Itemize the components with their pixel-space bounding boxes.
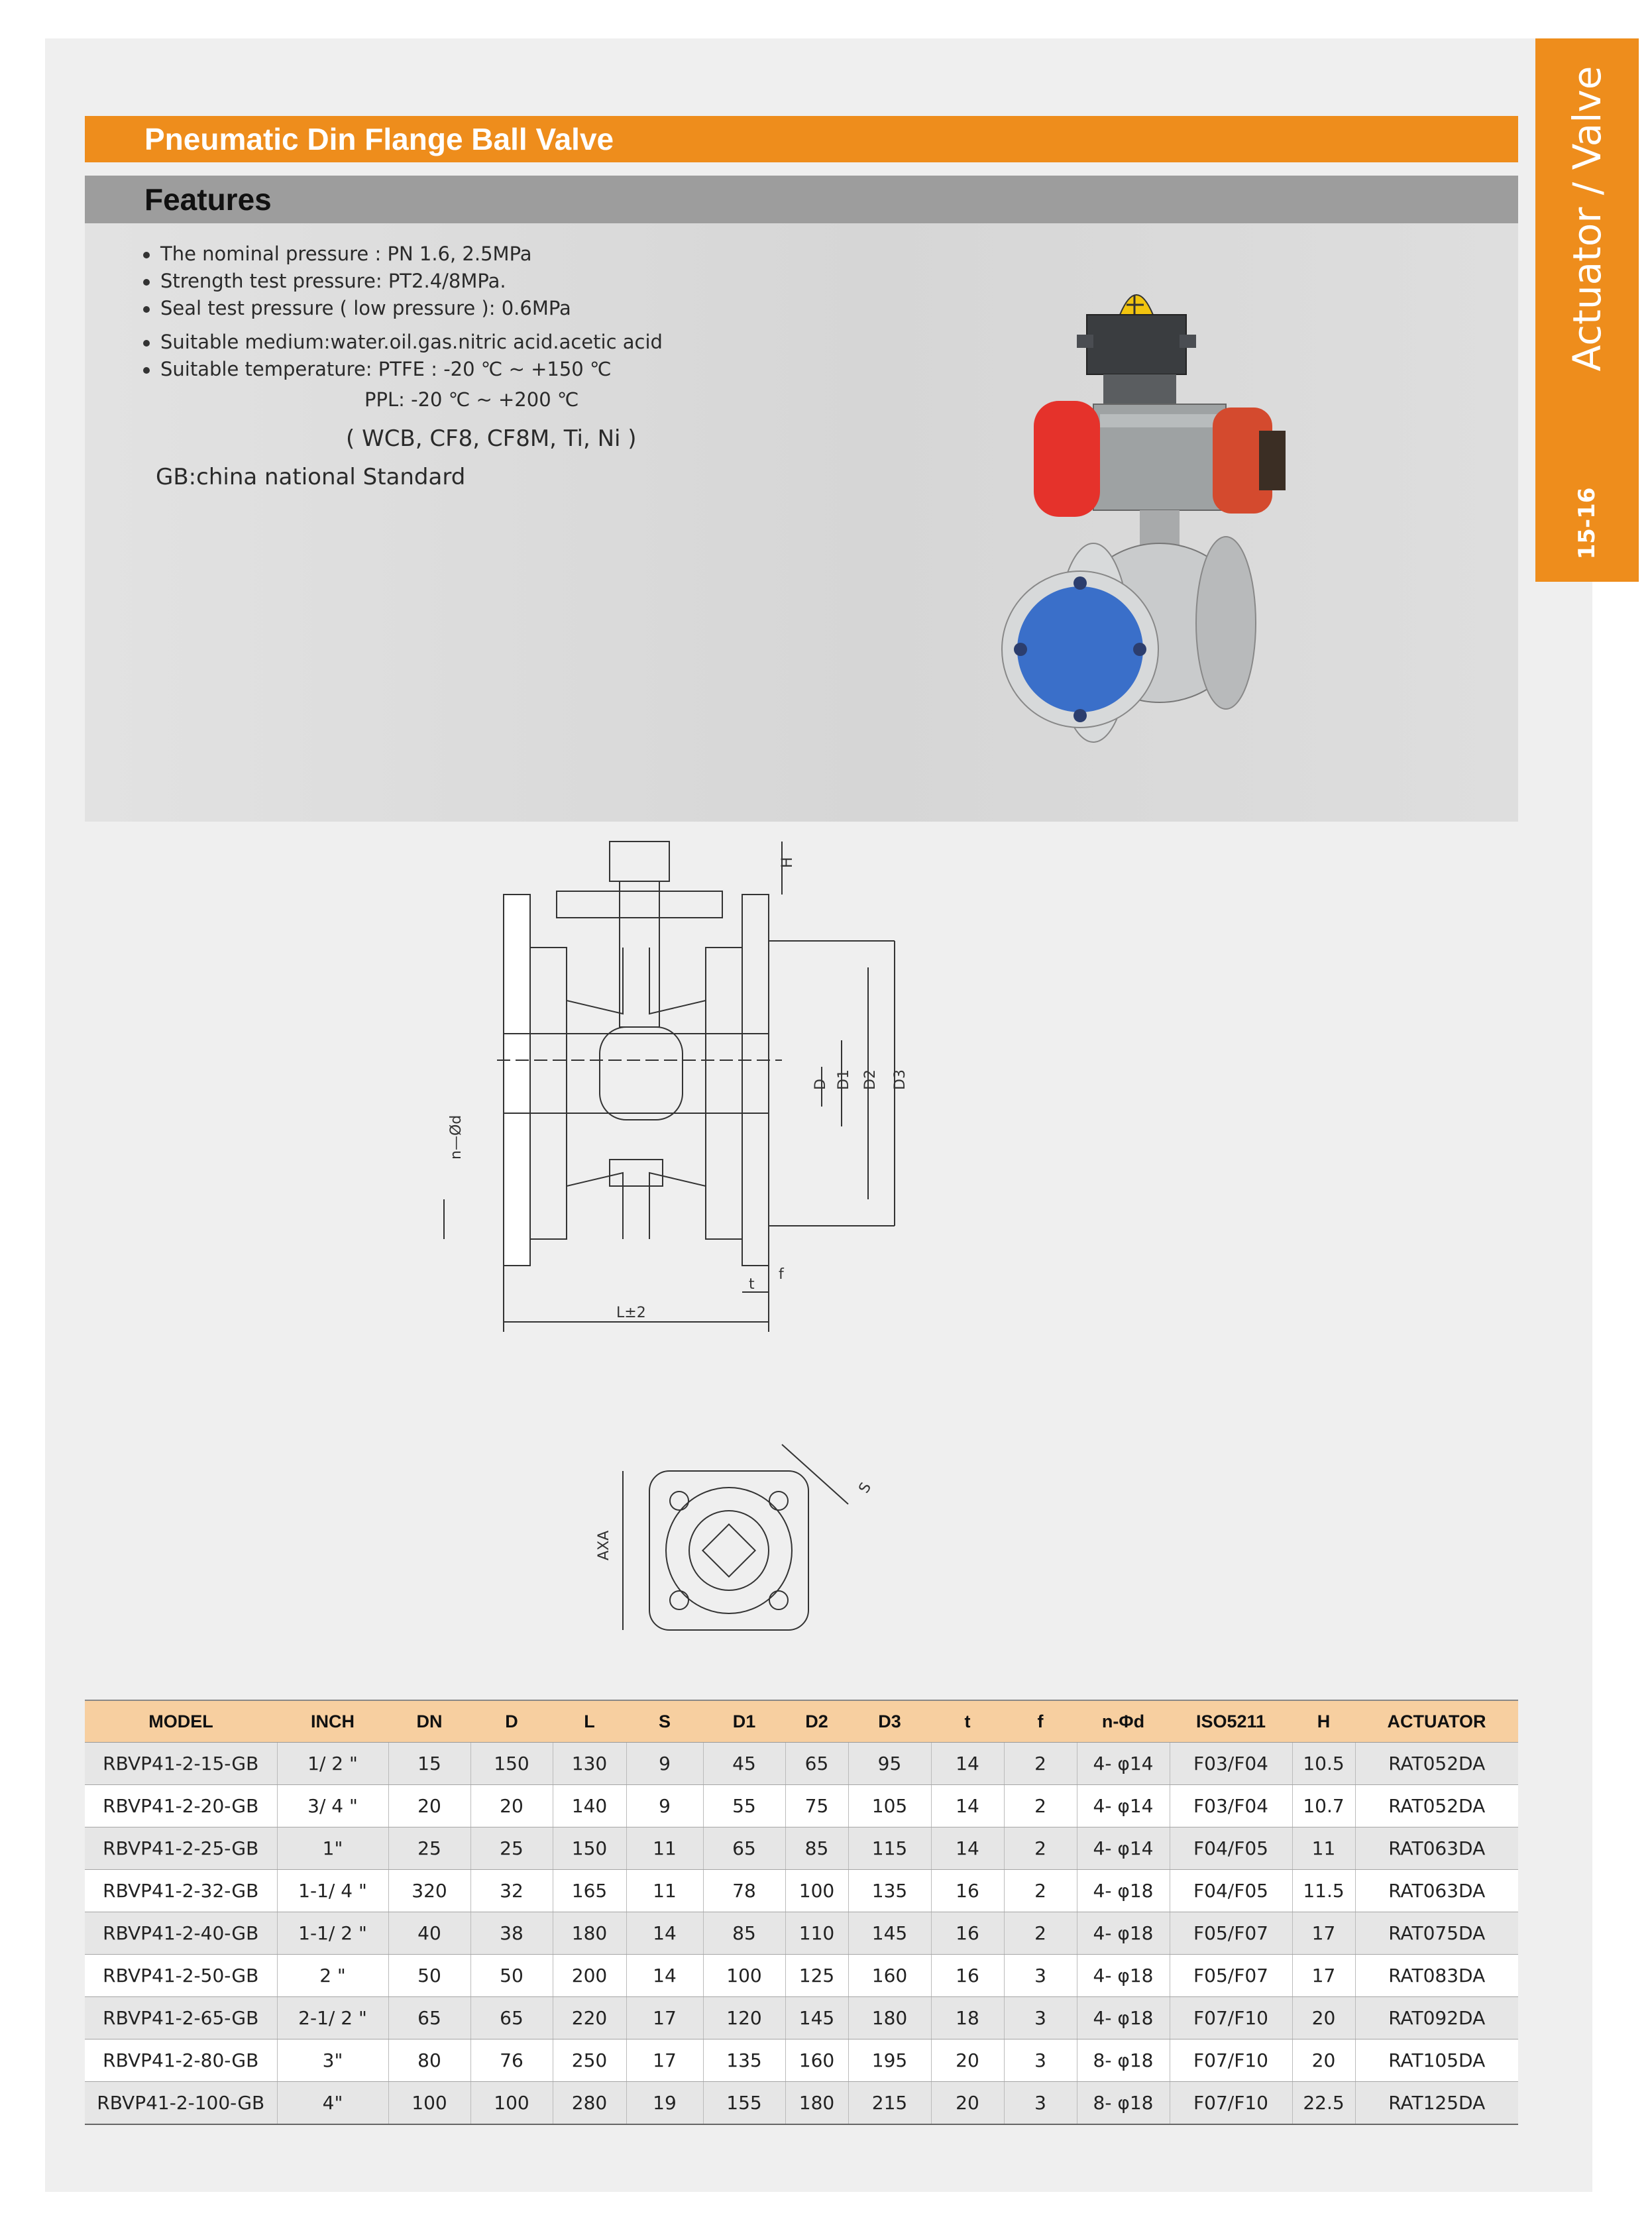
table-row (85, 1955, 1518, 1997)
table-cell: 140 (553, 1785, 626, 1827)
dim-t-label: t (749, 1276, 755, 1293)
table-cell: 2 (1004, 1743, 1077, 1785)
table-cell: 40 (388, 1912, 470, 1955)
table-cell: 180 (785, 2082, 848, 2125)
section-drawing (411, 828, 1206, 1391)
table-cell: F07/F10 (1170, 1997, 1292, 2040)
table-cell: 180 (553, 1912, 626, 1955)
table-cell: 130 (553, 1743, 626, 1785)
table-cell: 150 (470, 1743, 553, 1785)
table-cell: 15 (388, 1743, 470, 1785)
header-d2: D2 (785, 1700, 848, 1743)
dim-S-label: S (855, 1480, 875, 1496)
bullet-icon (143, 340, 150, 347)
table-cell: F03/F04 (1170, 1743, 1292, 1785)
table-cell: 4- φ18 (1077, 1955, 1170, 1997)
table-cell: 3" (277, 2040, 388, 2082)
table-cell: 17 (1292, 1955, 1355, 1997)
table-cell: 76 (470, 2040, 553, 2082)
table-cell: 120 (703, 1997, 785, 2040)
table-cell: 78 (703, 1870, 785, 1912)
table-cell: 115 (848, 1827, 931, 1870)
table-cell: 25 (470, 1827, 553, 1870)
table-cell: 4- φ18 (1077, 1997, 1170, 2040)
table-cell: 165 (553, 1870, 626, 1912)
feature-item: Strength test pressure: PT2.4/8MPa. (143, 268, 663, 295)
dim-nd-label: n—Ød (448, 1115, 465, 1160)
feature-item: The nominal pressure : PN 1.6, 2.5MPa (143, 241, 663, 268)
table-cell: 16 (931, 1955, 1004, 1997)
table-cell: 20 (931, 2082, 1004, 2125)
top-view-drawing (570, 1418, 941, 1670)
table-cell: 4- φ14 (1077, 1743, 1170, 1785)
table-cell: F05/F07 (1170, 1955, 1292, 1997)
table-cell: 32 (470, 1870, 553, 1912)
temperature-ppl: PPL: -20 ℃ ~ +200 ℃ (364, 388, 579, 411)
table-row (85, 1743, 1518, 1785)
header-s: S (626, 1700, 703, 1743)
table-cell: 16 (931, 1912, 1004, 1955)
table-cell: 1-1/ 2 " (277, 1912, 388, 1955)
table-cell: 11 (626, 1870, 703, 1912)
header-d1: D1 (703, 1700, 785, 1743)
features-bar (85, 176, 1518, 223)
table-cell: 220 (553, 1997, 626, 2040)
dim-H-label: H (779, 857, 796, 868)
table-row (85, 1997, 1518, 2040)
table-cell: 4- φ18 (1077, 1912, 1170, 1955)
table-cell: RBVP41-2-15-GB (85, 1743, 277, 1785)
table-cell: 4- φ18 (1077, 1870, 1170, 1912)
table-cell: 100 (703, 1955, 785, 1997)
table-cell: 100 (785, 1870, 848, 1912)
spec-table (85, 1700, 1518, 2125)
table-cell: 3 (1004, 2082, 1077, 2125)
table-cell: 16 (931, 1870, 1004, 1912)
bullet-icon (143, 279, 150, 286)
table-cell: RAT092DA (1355, 1997, 1518, 2040)
table-cell: 320 (388, 1870, 470, 1912)
table-cell: 85 (703, 1912, 785, 1955)
table-cell: 20 (470, 1785, 553, 1827)
feature-item: Suitable medium:water.oil.gas.nitric acid.acetic acid (143, 329, 663, 356)
table-cell: 65 (388, 1997, 470, 2040)
table-cell: 280 (553, 2082, 626, 2125)
table-cell: 17 (626, 1997, 703, 2040)
table-cell: 135 (848, 1870, 931, 1912)
table-cell: 38 (470, 1912, 553, 1955)
table-cell: 65 (470, 1997, 553, 2040)
table-cell: F07/F10 (1170, 2040, 1292, 2082)
features-list (143, 241, 663, 383)
table-cell: RBVP41-2-25-GB (85, 1827, 277, 1870)
table-cell: 20 (1292, 1997, 1355, 2040)
header-h: H (1292, 1700, 1355, 1743)
header-d: D (470, 1700, 553, 1743)
table-cell: RAT125DA (1355, 2082, 1518, 2125)
table-cell: 3/ 4 " (277, 1785, 388, 1827)
table-cell: 17 (1292, 1912, 1355, 1955)
table-cell: F03/F04 (1170, 1785, 1292, 1827)
dim-D3-label: D3 (892, 1069, 909, 1090)
header-f: f (1004, 1700, 1077, 1743)
table-cell: 85 (785, 1827, 848, 1870)
bullet-icon (143, 367, 150, 374)
valve-product-image (994, 265, 1325, 815)
header-l: L (553, 1700, 626, 1743)
table-cell: 65 (703, 1827, 785, 1870)
dim-L-label: L±2 (616, 1305, 646, 1321)
table-cell: 4- φ14 (1077, 1785, 1170, 1827)
table-cell: F05/F07 (1170, 1912, 1292, 1955)
table-cell: 180 (848, 1997, 931, 2040)
table-cell: 200 (553, 1955, 626, 1997)
header-t: t (931, 1700, 1004, 1743)
table-body (85, 1743, 1518, 2125)
table-cell: RAT063DA (1355, 1870, 1518, 1912)
table-cell: F04/F05 (1170, 1827, 1292, 1870)
table-cell: 3 (1004, 1955, 1077, 1997)
bullet-icon (143, 306, 150, 313)
table-cell: 1-1/ 4 " (277, 1870, 388, 1912)
header-iso5211: ISO5211 (1170, 1700, 1292, 1743)
table-cell: 20 (931, 2040, 1004, 2082)
table-cell: 20 (1292, 2040, 1355, 2082)
table-cell: RBVP41-2-65-GB (85, 1997, 277, 2040)
table-cell: 4" (277, 2082, 388, 2125)
table-cell: 18 (931, 1997, 1004, 2040)
table-cell: 9 (626, 1743, 703, 1785)
table-cell: 2-1/ 2 " (277, 1997, 388, 2040)
dim-AXA-label: AXA (596, 1530, 612, 1560)
header-actuator: ACTUATOR (1355, 1700, 1518, 1743)
table-cell: 1" (277, 1827, 388, 1870)
header-dn: DN (388, 1700, 470, 1743)
dim-D-label: D (812, 1079, 829, 1090)
table-header-row (85, 1700, 1518, 1743)
table-cell: 150 (553, 1827, 626, 1870)
header-model: MODEL (85, 1700, 277, 1743)
table-cell: 50 (388, 1955, 470, 1997)
table-cell: 10.7 (1292, 1785, 1355, 1827)
materials-note: ( WCB, CF8, CF8M, Ti, Ni ) (346, 425, 637, 452)
header-n-d: n-Φd (1077, 1700, 1170, 1743)
table-cell: 100 (388, 2082, 470, 2125)
table-cell: RAT083DA (1355, 1955, 1518, 1997)
table-cell: 145 (848, 1912, 931, 1955)
table-cell: 14 (931, 1743, 1004, 1785)
table-cell: 19 (626, 2082, 703, 2125)
table-cell: 195 (848, 2040, 931, 2082)
header-inch: INCH (277, 1700, 388, 1743)
table-cell: 80 (388, 2040, 470, 2082)
table-cell: 20 (388, 1785, 470, 1827)
table-cell: RBVP41-2-20-GB (85, 1785, 277, 1827)
table-cell: RBVP41-2-50-GB (85, 1955, 277, 1997)
table-cell: 135 (703, 2040, 785, 2082)
table-cell: 11 (626, 1827, 703, 1870)
table-cell: 2 (1004, 1870, 1077, 1912)
header-d3: D3 (848, 1700, 931, 1743)
table-cell: 8- φ18 (1077, 2040, 1170, 2082)
table-cell: 215 (848, 2082, 931, 2125)
table-cell: RBVP41-2-80-GB (85, 2040, 277, 2082)
table-cell: RAT063DA (1355, 1827, 1518, 1870)
table-cell: 155 (703, 2082, 785, 2125)
table-cell: 14 (626, 1955, 703, 1997)
table-cell: F04/F05 (1170, 1870, 1292, 1912)
table-cell: 55 (703, 1785, 785, 1827)
features-heading: Features (144, 182, 272, 217)
table-row (85, 1785, 1518, 1827)
category-title: Actuator / Valve (1565, 66, 1610, 372)
table-cell: 8- φ18 (1077, 2082, 1170, 2125)
standard-note: GB:china national Standard (156, 464, 466, 490)
table-cell: RAT075DA (1355, 1912, 1518, 1955)
table-cell: 110 (785, 1912, 848, 1955)
table-cell: 2 (1004, 1785, 1077, 1827)
table-cell: 250 (553, 2040, 626, 2082)
table-cell: 160 (848, 1955, 931, 1997)
table-row (85, 1870, 1518, 1912)
table-cell: 22.5 (1292, 2082, 1355, 2125)
table-cell: 11.5 (1292, 1870, 1355, 1912)
table-cell: RBVP41-2-40-GB (85, 1912, 277, 1955)
feature-item: Suitable temperature: PTFE : -20 ℃ ~ +150 ℃ (143, 356, 663, 383)
table-cell: 3 (1004, 2040, 1077, 2082)
dim-D2-label: D2 (862, 1069, 879, 1090)
table-cell: 45 (703, 1743, 785, 1785)
table-row (85, 2082, 1518, 2125)
dim-f-label: f (779, 1266, 784, 1283)
table-cell: 17 (626, 2040, 703, 2082)
table-cell: 75 (785, 1785, 848, 1827)
table-cell: RAT105DA (1355, 2040, 1518, 2082)
table-cell: 160 (785, 2040, 848, 2082)
table-cell: 125 (785, 1955, 848, 1997)
table-cell: 25 (388, 1827, 470, 1870)
table-cell: 2 " (277, 1955, 388, 1997)
table-cell: 65 (785, 1743, 848, 1785)
table-cell: 2 (1004, 1912, 1077, 1955)
table-cell: RAT052DA (1355, 1785, 1518, 1827)
table-cell: 11 (1292, 1827, 1355, 1870)
table-cell: 2 (1004, 1827, 1077, 1870)
table-row (85, 2040, 1518, 2082)
bullet-icon (143, 252, 150, 258)
table-cell: RBVP41-2-100-GB (85, 2082, 277, 2125)
table-cell: 105 (848, 1785, 931, 1827)
table-cell: 9 (626, 1785, 703, 1827)
table-cell: 14 (931, 1785, 1004, 1827)
table-row (85, 1912, 1518, 1955)
table-cell: 3 (1004, 1997, 1077, 2040)
dim-D1-label: D1 (836, 1069, 852, 1090)
table-cell: 95 (848, 1743, 931, 1785)
table-cell: RAT052DA (1355, 1743, 1518, 1785)
feature-item: Seal test pressure ( low pressure ): 0.6MPa (143, 295, 663, 322)
table-cell: 145 (785, 1997, 848, 2040)
table-cell: 14 (626, 1912, 703, 1955)
table-cell: RBVP41-2-32-GB (85, 1870, 277, 1912)
table-cell: 50 (470, 1955, 553, 1997)
table-cell: 10.5 (1292, 1743, 1355, 1785)
table-row (85, 1827, 1518, 1870)
table-cell: F07/F10 (1170, 2082, 1292, 2125)
table-cell: 100 (470, 2082, 553, 2125)
table-cell: 4- φ14 (1077, 1827, 1170, 1870)
page-title: Pneumatic Din Flange Ball Valve (144, 122, 614, 156)
table-cell: 14 (931, 1827, 1004, 1870)
page-numbers: 15-16 (1574, 487, 1600, 560)
table-cell: 1/ 2 " (277, 1743, 388, 1785)
